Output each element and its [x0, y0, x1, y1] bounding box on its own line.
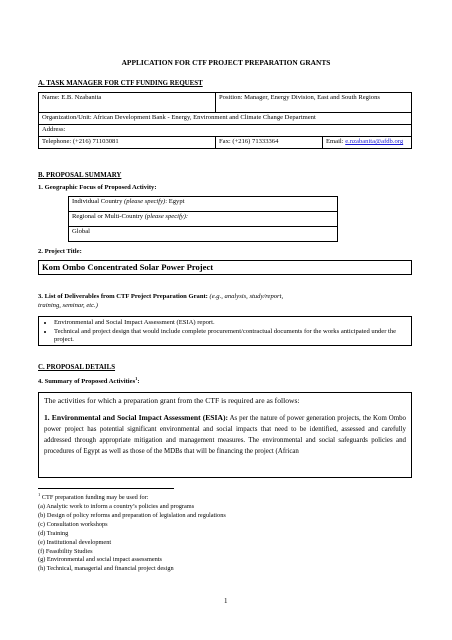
fax-cell: Fax: (+216) 71333364 — [216, 137, 323, 149]
activities-box — [38, 392, 412, 478]
section-a-heading: A. TASK MANAGER FOR CTF FUNDING REQUEST — [38, 80, 203, 87]
question-2: 2. Project Title: — [38, 248, 82, 255]
focus-individual: Individual Country (please specify): Egypt — [69, 197, 338, 212]
position-cell: Position: Manager, Energy Division, East and South Regions — [216, 93, 412, 113]
footnote-item: (g) Environmental and social impact assessments — [38, 556, 162, 564]
footnote-item: (c) Consultation workshops — [38, 520, 108, 528]
footnote-item: (h) Technical, managerial and financial project design — [38, 565, 174, 573]
footnote-intro: $^1$ CTF preparation funding may be used for: — [38, 492, 149, 502]
name-cell: Name: E.B. Nzabanita — [39, 93, 216, 113]
question-1: 1. Geographic Focus of Proposed Activity: — [38, 184, 157, 191]
deliverables-list — [42, 319, 408, 345]
question-4: 4. Summary of Proposed Activities$^1$: — [38, 376, 140, 386]
activities-intro: The activities for which a preparation grant from the CTF is required are as follows: — [44, 396, 300, 405]
page-number: 1 — [224, 597, 228, 605]
project-title-box: Kom Ombo Concentrated Solar Power Project — [38, 260, 412, 275]
section-c-heading: C. PROPOSAL DETAILS — [38, 364, 116, 371]
telephone-cell: Telephone: (+216) 71103081 — [39, 137, 216, 149]
deliverables-box — [38, 316, 412, 346]
section-b-heading: B. PROPOSAL SUMMARY — [38, 172, 122, 179]
organization-cell: Organization/Unit: African Development Bank - Energy, Environment and Climate Change Department — [39, 113, 412, 125]
footnote-list — [38, 503, 226, 574]
footnote-divider — [38, 488, 174, 489]
footnote-item: (b) Design of policy reforms and preparation of legislation and regulations — [38, 511, 226, 519]
focus-global: Global — [69, 227, 338, 242]
activity-item-1: 1. Environmental and Social Impact Assessment (ESIA): As per the nature of power generation projects, the Kom Ombo power project has potential significant environmental and social impacts that need to be identified, assessed and carefully addressed through appropriate mitigation and management measures. The environmental and social safeguards policies and procedures of Egypt as well as those of the MDBs that will be financing the project (African — [44, 413, 406, 455]
email-link[interactable]: e.nzabanita@afdb.org — [345, 138, 404, 145]
footnote-item: (a) Analytic work to inform a country’s policies and programs — [38, 503, 195, 510]
footnote-item: (d) Training — [38, 529, 69, 537]
deliverable-item: • Technical and project design that would include complete procurement/contractual documents for the works anticipated under the project. — [54, 328, 408, 345]
email-label: Email: — [326, 138, 346, 145]
address-cell: Address: — [39, 125, 412, 137]
geographic-focus-table — [68, 196, 338, 242]
footnotes — [38, 491, 226, 574]
footnote-item: (e) Institutional development — [38, 538, 112, 546]
page-title: APPLICATION FOR CTF PROJECT PREPARATION GRANTS — [121, 58, 331, 67]
email-cell — [323, 137, 412, 149]
deliverable-item: • Environmental and Social Impact Assessment (ESIA) report. — [54, 319, 408, 328]
question-3: 3. List of Deliverables from CTF Project Preparation Grant: (e.g., analysis, study/report, training, seminar, etc.) — [38, 293, 284, 309]
focus-regional: Regional or Multi-Country (please specify): — [69, 212, 338, 227]
task-manager-table — [38, 92, 412, 149]
footnote-item: (f) Feasibility Studies — [38, 547, 93, 555]
